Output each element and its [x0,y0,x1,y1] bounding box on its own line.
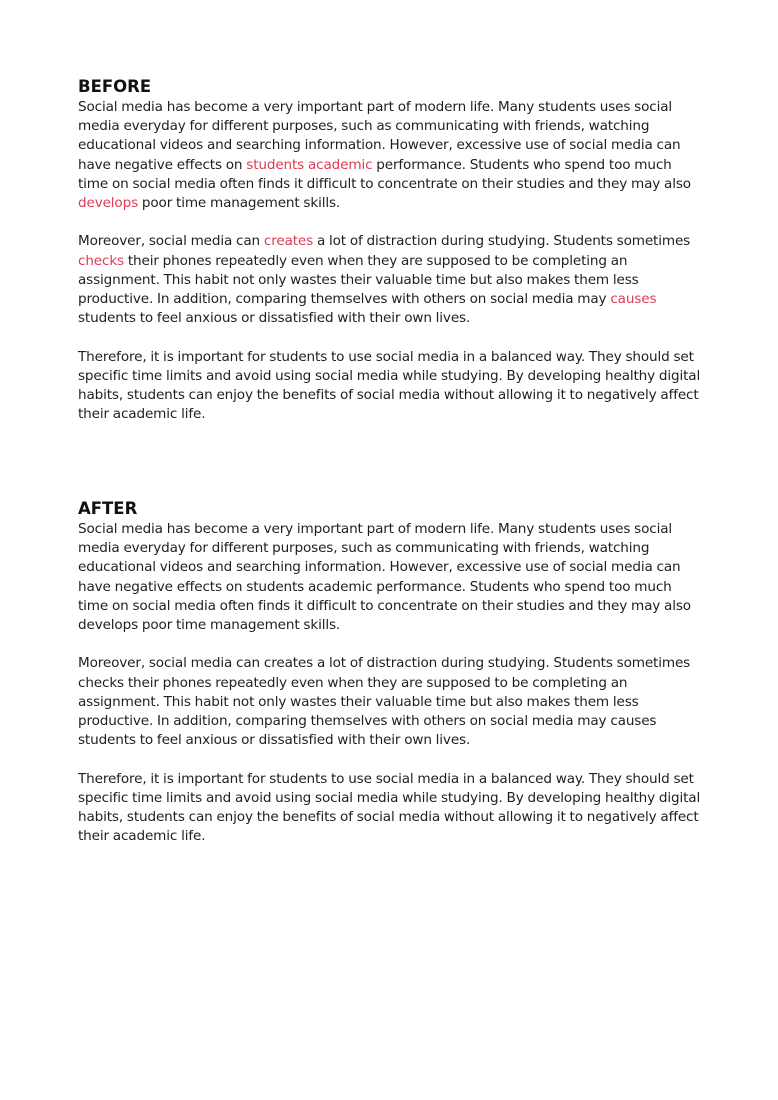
before-section [78,76,704,444]
after-section [78,498,704,866]
after-paragraph [78,770,704,847]
after-heading: AFTER [78,499,138,518]
before-paragraph [78,98,704,213]
text-run: Therefore, it is important for students to use social media in a balanced way. They should set specific time limits and avoid using social media while studying. By developing healthy digital habits, students can enjoy the benefits of social media without allowing it to negatively affect their academic life. [78,770,701,845]
text-run: Moreover, social media can creates a lot of distraction during studying. Students sometimes checks their phones repeatedly even when they are supposed to be completing an assignment. This habit not only wastes their valuable time but also makes them less productive. In addition, comparing themselves with others on social media may causes students to feel anxious or dissatisfied with their own lives. [78,655,691,749]
highlighted-error: develops [78,195,139,212]
text-run: Social media has become a very important part of modern life. Many students uses social media everyday for different purposes, such as communicating with friends, watching educational videos and searching information. However, excessive use of social media can have negative effects on [78,99,681,173]
highlighted-error: checks [78,252,124,269]
text-run: a lot of distraction during studying. Students sometimes [313,233,691,250]
highlighted-error: causes [610,291,657,308]
highlighted-error: students academic [246,156,373,173]
text-run: Therefore, it is important for students to use social media in a balanced way. They should set specific time limits and avoid using social media while studying. By developing healthy digital habits, students can enjoy the benefits of social media without allowing it to negatively affect their academic life. [78,348,701,423]
text-run: students to feel anxious or dissatisfied with their own lives. [78,310,471,327]
text-run: Moreover, social media can [78,233,264,250]
after-paragraph [78,654,704,750]
text-run: performance. Students who spend too much time on social media often finds it difficult to concentrate on their studies and they may also [78,156,691,192]
before-paragraph [78,348,704,425]
text-run: their phones repeatedly even when they are supposed to be completing an assignment. This habit not only wastes their valuable time but also makes them less productive. In addition, comparing themselves with others on social media may [78,252,639,308]
text-run: poor time management skills. [138,195,341,212]
after-body [78,520,704,846]
before-body [78,98,704,424]
before-heading: BEFORE [78,77,152,96]
highlighted-error: creates [263,233,314,250]
after-paragraph [78,520,704,635]
before-paragraph [78,232,704,328]
text-run: Social media has become a very important part of modern life. Many students uses social media everyday for different purposes, such as communicating with friends, watching educational videos and searching information. However, excessive use of social media can have negative effects on students academic performance. Students who spend too much time on social media often finds it difficult to concentrate on their studies and they may also develops poor time management skills. [78,521,691,634]
